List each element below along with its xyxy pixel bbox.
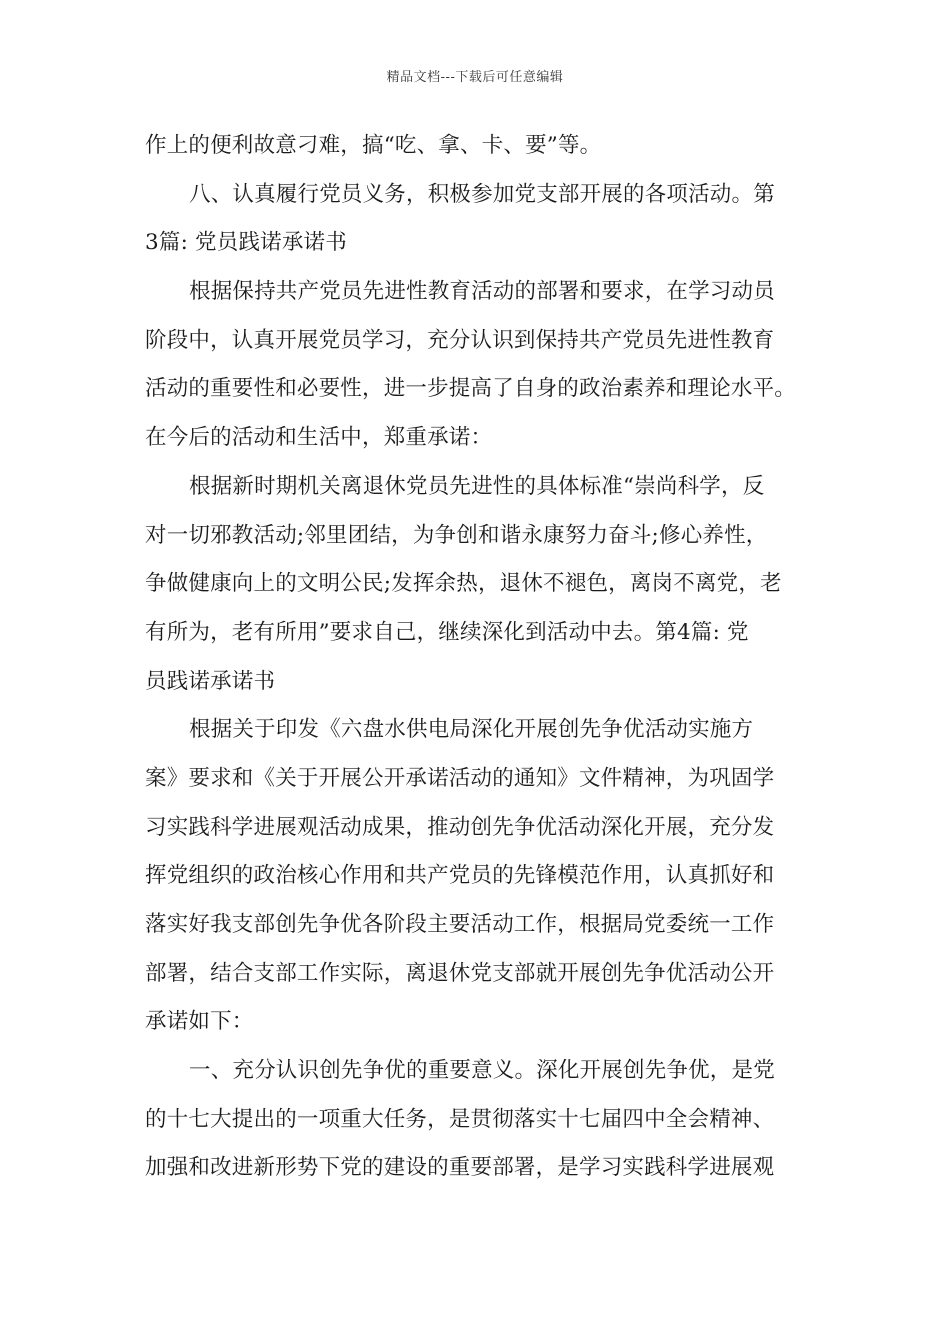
text-line: 习实践科学进展观活动成果，推动创先争优活动深化开展，充分发 [145, 814, 775, 840]
text-line: 一、充分认识创先争优的重要意义。深化开展创先争优，是党 [189, 1058, 775, 1084]
text-line: 阶段中，认真开展党员学习，充分认识到保持共产党员先进性教育 [145, 327, 775, 353]
text-line: 部署，结合支部工作实际，离退休党支部就开展创先争优活动公开 [145, 960, 775, 986]
text-line: 作上的便利故意刁难，搞“吃、拿、卡、要”等。 [145, 133, 602, 158]
text-line: 根据新时期机关离退休党员先进性的具体标准“崇尚科学，反 [189, 473, 765, 499]
text-line: 争做健康向上的文明公民;发挥余热，退休不褪色，离岗不离党，老 [145, 571, 782, 597]
text-line: 根据保持共产党员先进性教育活动的部署和要求，在学习动员 [189, 279, 775, 305]
text-line: 挥党组织的政治核心作用和共产党员的先锋模范作用，认真抓好和 [145, 863, 775, 889]
text-line: 有所为，老有所用”要求自己，继续深化到活动中去。第4篇: 党 [145, 619, 749, 645]
document-body [145, 130, 810, 1201]
text-line: 活动的重要性和必要性，进一步提高了自身的政治素养和理论水平。 [145, 376, 797, 402]
text-line: 加强和改进新形势下党的建设的重要部署，是学习实践科学进展观 [145, 1155, 775, 1181]
text-line: 落实好我支部创先争优各阶段主要活动工作，根据局党委统一工作 [145, 912, 775, 937]
text-line: 承诺如下： [145, 1009, 254, 1035]
text-line: 案》要求和《关于开展公开承诺活动的通知》文件精神，为巩固学 [145, 765, 775, 791]
text-line: 3篇: 党员践诺承诺书 [145, 230, 347, 256]
text-line: 对一切邪教活动;邻里团结，为争创和谐永康努力奋斗;修心养性， [145, 522, 768, 548]
text-line: 员践诺承诺书 [145, 668, 276, 694]
text-line: 的十七大提出的一项重大任务，是贯彻落实十七届四中全会精神、 [145, 1106, 775, 1132]
text-line: 根据关于印发《六盘水供电局深化开展创先争优活动实施方 [189, 717, 754, 743]
text-line: 在今后的活动和生活中，郑重承诺： [145, 425, 493, 451]
text-line: 八、认真履行党员义务，积极参加党支部开展的各项活动。第 [189, 181, 775, 207]
page-header: 精品文档---下载后可任意编辑 [386, 70, 564, 85]
